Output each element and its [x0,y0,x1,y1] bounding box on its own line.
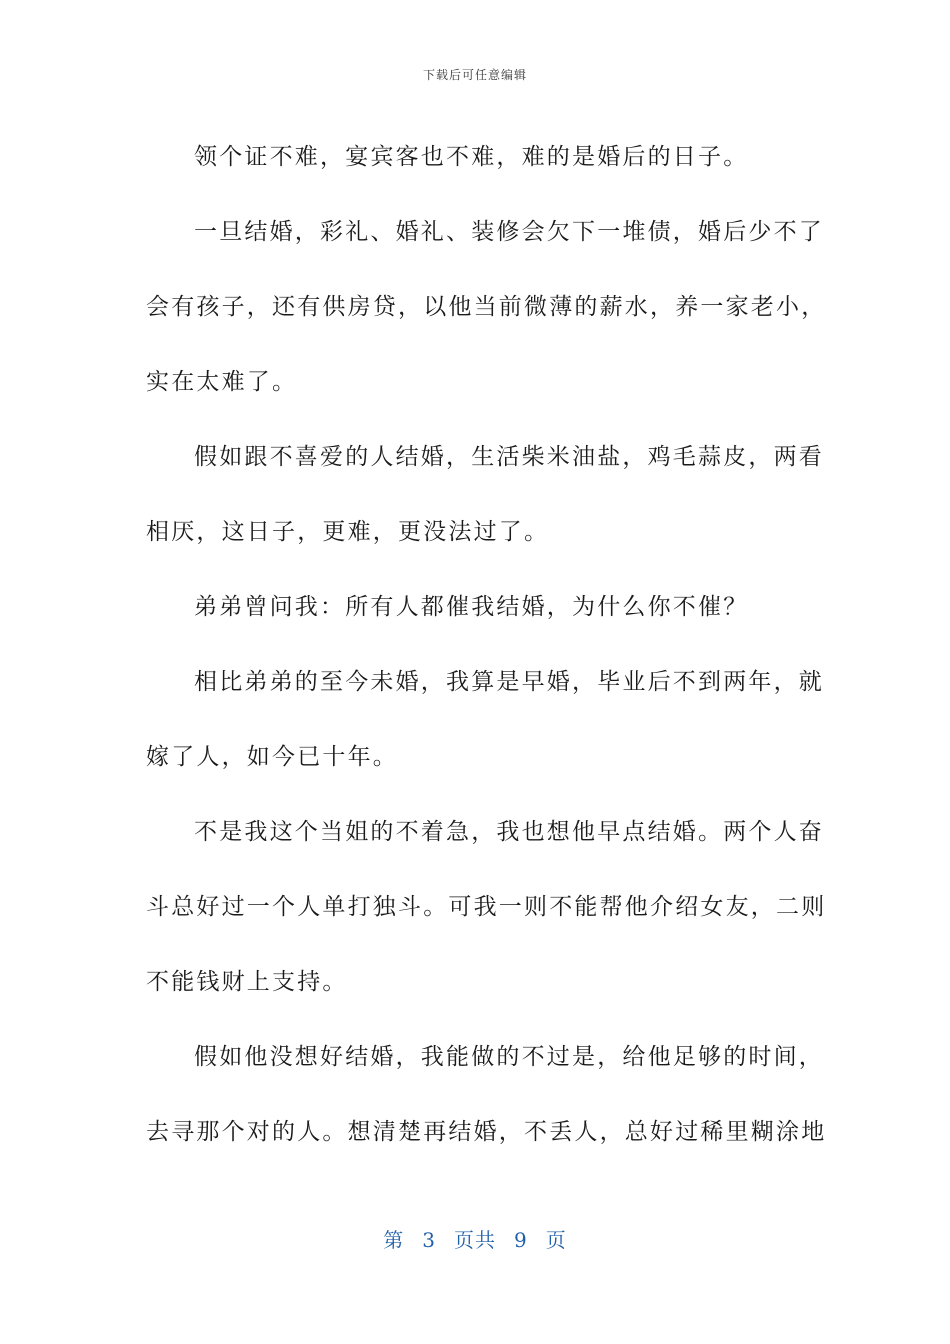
text-line: 领个证不难，宴宾客也不难，难的是婚后的日子。 [194,144,749,170]
footer-total-pages: 9 [514,1228,528,1252]
text-line: 不是我这个当姐的不着急，我也想他早点结婚。两个人奋 [194,819,824,845]
text-line: 一旦结婚，彩礼、婚礼、装修会欠下一堆债，婚后少不了 [194,219,824,245]
text-line: 斗总好过一个人单打独斗。可我一则不能帮他介绍女友，二则 [146,894,827,920]
page-header: 下载后可任意编辑 [422,68,527,82]
footer-middle: 页共 [454,1228,496,1252]
text-line: 嫁了人，如今已十年。 [146,744,398,770]
page-footer [0,1224,950,1253]
footer-prefix: 第 [383,1228,405,1252]
text-line: 弟弟曾问我：所有人都催我结婚，为什么你不催？ [194,594,749,620]
text-line: 相比弟弟的至今未婚，我算是早婚，毕业后不到两年，就 [194,669,824,695]
text-line: 相厌，这日子，更难，更没法过了。 [146,519,550,545]
text-line: 不能钱财上支持。 [146,969,348,995]
footer-current-page: 3 [422,1228,436,1252]
text-line: 实在太难了。 [146,369,298,395]
text-line: 会有孩子，还有供房贷，以他当前微薄的薪水，养一家老小， [146,294,827,320]
text-line: 假如他没想好结婚，我能做的不过是，给他足够的时间， [194,1044,824,1070]
footer-suffix: 页 [545,1228,567,1252]
text-line: 假如跟不喜爱的人结婚，生活柴米油盐，鸡毛蒜皮，两看 [194,444,824,470]
text-line: 去寻那个对的人。想清楚再结婚，不丢人，总好过稀里糊涂地 [146,1119,827,1145]
document-body [146,120,827,1170]
